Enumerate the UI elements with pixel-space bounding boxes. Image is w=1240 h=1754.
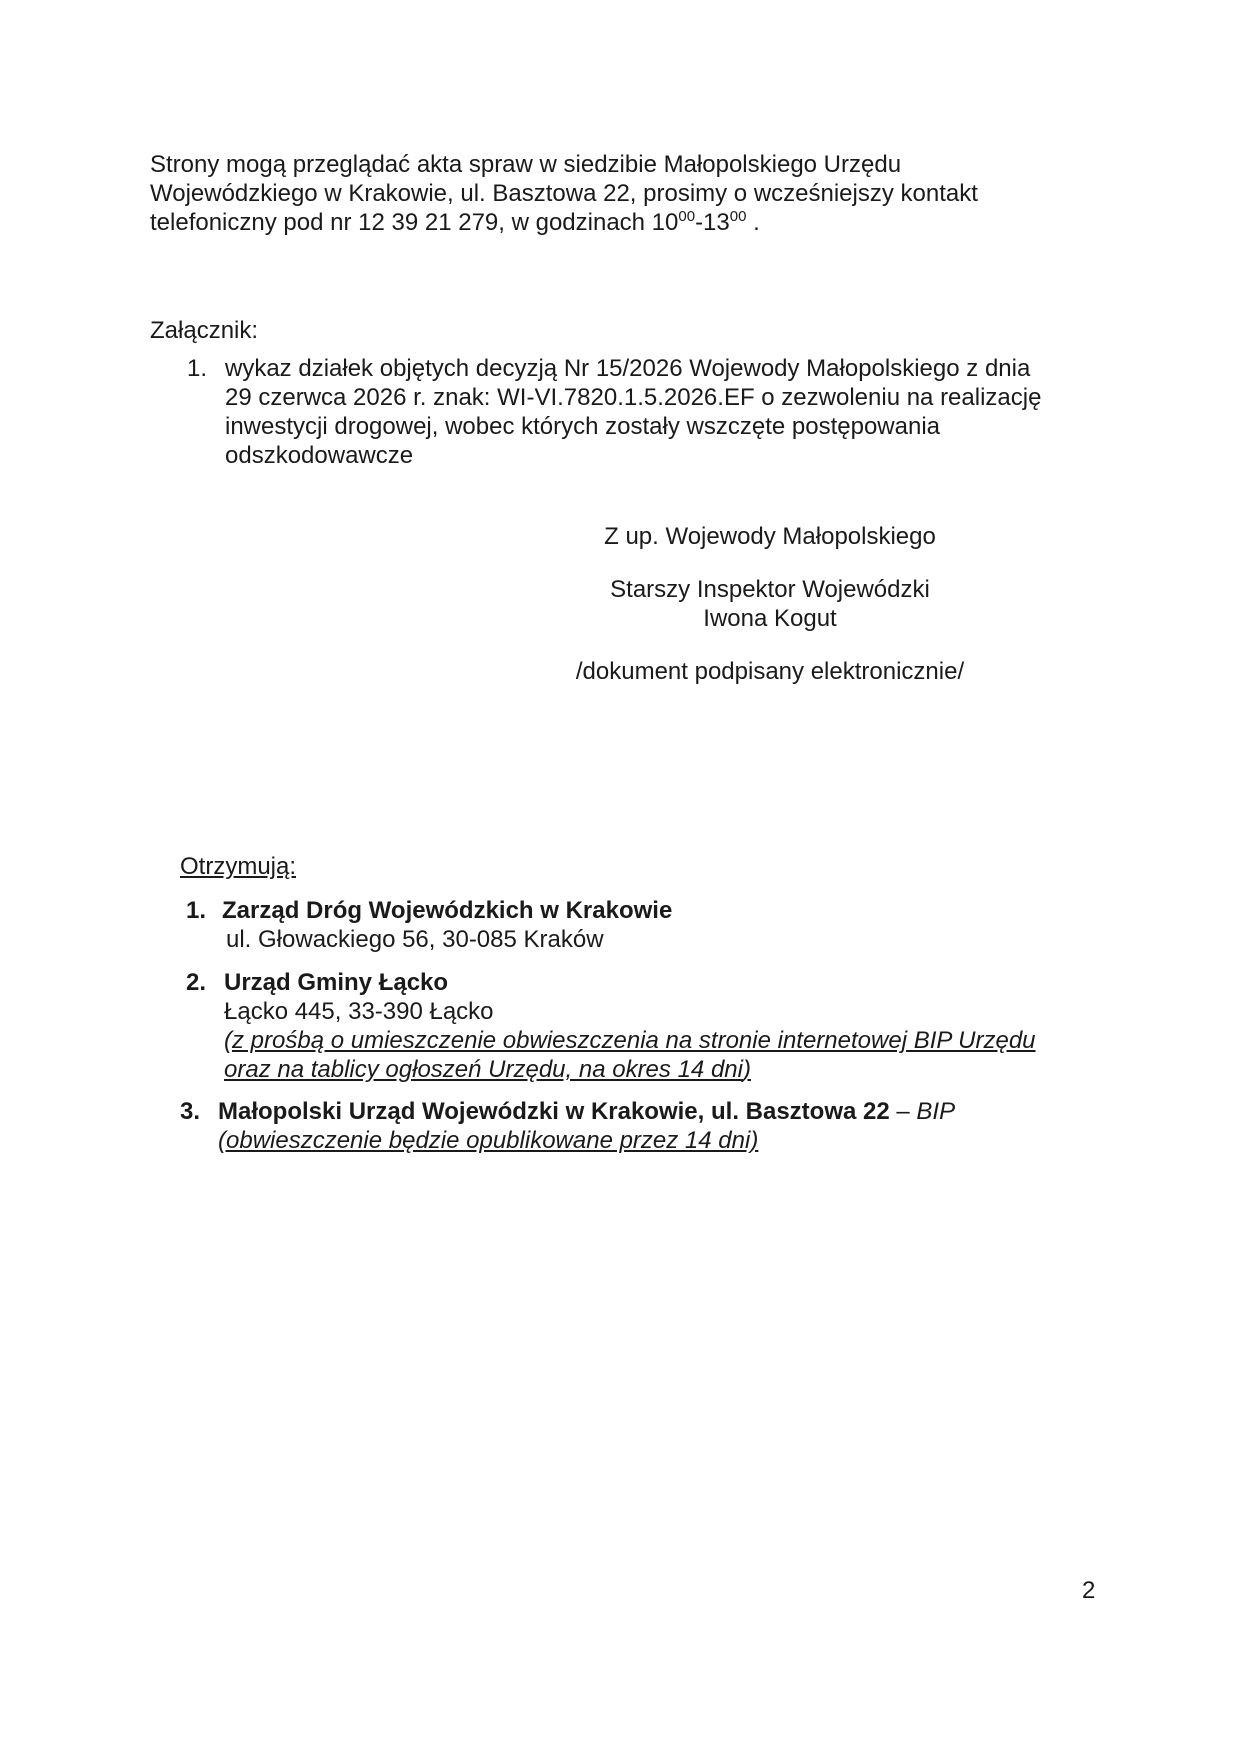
recipient-3-suffix: BIP	[916, 1098, 956, 1125]
intro-line-1: Strony mogą przeglądać akta spraw w siedzibie Małopolskiego Urzędu	[150, 151, 902, 178]
signature-on-behalf: Z up. Wojewody Małopolskiego	[604, 523, 936, 550]
signature-name: Iwona Kogut	[703, 605, 837, 632]
hour-end-minutes: 00	[729, 208, 747, 225]
recipients-heading: Otrzymują:	[180, 853, 297, 880]
intro-line-2: Wojewódzkiego w Krakowie, ul. Basztowa 22, prosimy o wcześniejszy kontakt	[150, 180, 978, 207]
signature-note: /dokument podpisany elektronicznie/	[575, 658, 965, 685]
intro-end: .	[746, 209, 760, 236]
hour-dash: -13	[695, 209, 730, 236]
recipient-3-line	[218, 1097, 955, 1126]
intro-line-3-text: telefoniczny pod nr 12 39 21 279, w godzinach 10	[150, 209, 679, 236]
attachment-item	[225, 354, 1041, 470]
recipient-2-note-line-2: oraz na tablicy ogłoszeń Urzędu, na okres 14 dni)	[224, 1056, 751, 1083]
attachment-line-2: 29 czerwca 2026 r. znak: WI-VI.7820.1.5.2026.EF o zezwoleniu na realizację	[225, 384, 1042, 411]
signature-position: Starszy Inspektor Wojewódzki	[610, 576, 930, 603]
recipient-2-address: Łącko 445, 33-390 Łącko	[224, 998, 494, 1025]
attachment-heading: Załącznik:	[150, 317, 259, 344]
recipient-3-note: (obwieszczenie będzie opublikowane przez 14 dni)	[218, 1127, 759, 1154]
signature-block	[560, 522, 980, 686]
recipient-3-number: 3.	[180, 1098, 201, 1125]
recipient-3-name: Małopolski Urząd Wojewódzki w Krakowie, ul. Basztowa 22	[218, 1098, 890, 1125]
recipient-2-number: 2.	[186, 969, 207, 996]
recipient-2-name: Urząd Gminy Łącko	[224, 969, 449, 996]
hour-start-minutes: 00	[678, 208, 696, 225]
recipient-2-note-text-2: oraz na tablicy ogłoszeń Urzędu, na okres 14 dni	[224, 1056, 743, 1083]
recipient-3	[218, 1097, 955, 1155]
attachment-line-4: odszkodowawcze	[225, 442, 414, 469]
recipient-2-note-text-1: z prośbą o umieszczenie obwieszczenia na stronie internetowej BIP Urzędu	[232, 1027, 1036, 1054]
page-number: 2	[1082, 1577, 1096, 1604]
intro-paragraph	[150, 150, 978, 240]
intro-line-3	[150, 208, 978, 240]
recipient-1-number: 1.	[186, 897, 207, 924]
recipient-1-address: ul. Głowackiego 56, 30-085 Kraków	[226, 926, 604, 953]
attachment-item-number: 1.	[187, 355, 208, 382]
attachment-line-3: inwestycji drogowej, wobec których zostały wszczęte postępowania	[225, 413, 940, 440]
recipient-2-note-line-1: (z prośbą o umieszczenie obwieszczenia na stronie internetowej BIP Urzędu	[224, 1027, 1036, 1054]
attachment-line-1: wykaz działek objętych decyzją Nr 15/2026 Wojewody Małopolskiego z dnia	[225, 355, 1031, 382]
recipient-1	[222, 896, 672, 954]
recipient-2	[224, 968, 1036, 1084]
recipient-3-dash: –	[889, 1098, 917, 1125]
recipient-1-name: Zarząd Dróg Wojewódzkich w Krakowie	[222, 897, 673, 924]
